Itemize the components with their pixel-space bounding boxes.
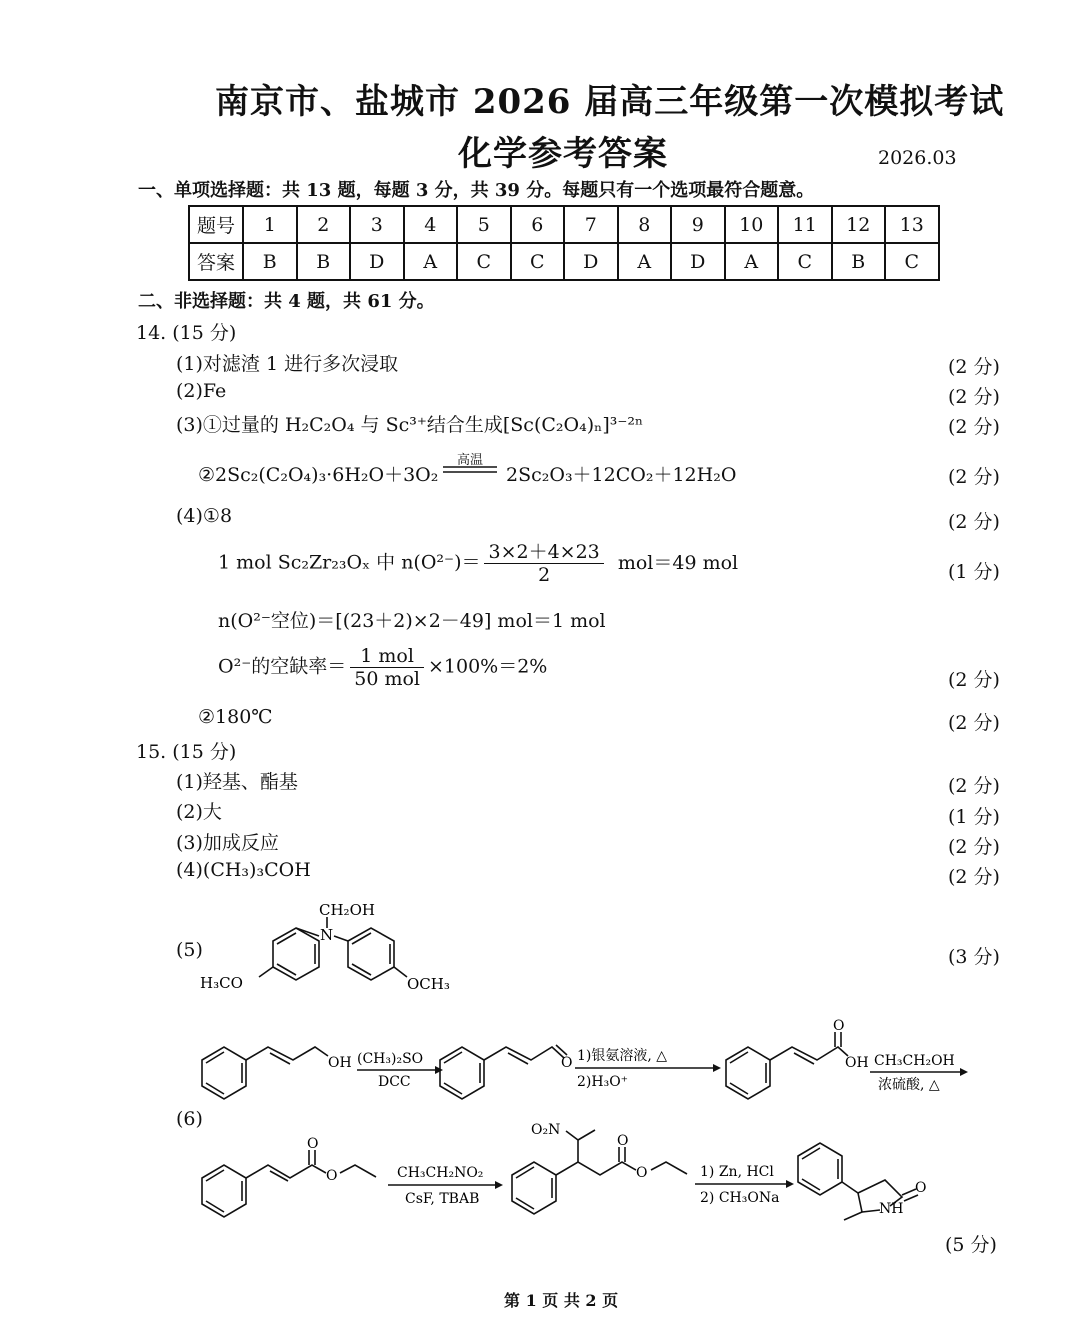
answer-cell: A xyxy=(404,243,458,280)
question-number: 12 xyxy=(832,206,886,243)
q15-answer-3: (3)加成反应 xyxy=(176,832,279,854)
row-label-answer: 答案 xyxy=(189,243,243,280)
q14-heading: 14. (15 分) xyxy=(136,322,237,344)
q14-score-2: (2 分) xyxy=(948,386,1000,408)
r3-reagent-bottom: 浓硫酸, △ xyxy=(878,1077,940,1093)
question-number: 5 xyxy=(457,206,511,243)
q14-answer-4b: ②180℃ xyxy=(198,706,273,728)
q14-equation-left: ②2Sc₂(C₂O₄)₃·6H₂O＋3O₂ xyxy=(198,464,439,486)
q15-score-2: (1 分) xyxy=(948,806,1000,828)
answer-cell: C xyxy=(511,243,565,280)
q15-heading: 15. (15 分) xyxy=(136,741,237,763)
question-number: 8 xyxy=(618,206,672,243)
q15-answer-4: (4)(CH₃)₃COH xyxy=(176,859,311,881)
q14-calc3 xyxy=(218,645,547,690)
bond-lines xyxy=(246,1150,376,1181)
answer-table-number-row xyxy=(189,206,939,243)
r5-reagent-top: 1) Zn, HCl xyxy=(700,1164,774,1180)
question-number: 4 xyxy=(404,206,458,243)
answer-table xyxy=(188,205,940,281)
q15-synthesis-route xyxy=(190,1010,980,1230)
arrow-head-icon xyxy=(713,1064,721,1072)
answer-cell: D xyxy=(671,243,725,280)
och3-label: OCH₃ xyxy=(407,975,450,993)
document-title: 南京市、盐城市 2026 届高三年级第一次模拟考试 xyxy=(215,82,1005,122)
q14-score-4a: (2 分) xyxy=(948,511,1000,533)
document-subtitle: 化学参考答案 xyxy=(458,134,668,174)
fraction xyxy=(350,645,424,690)
q15-score-3: (2 分) xyxy=(948,836,1000,858)
r5-reagent-bottom: 2) CH₃ONa xyxy=(700,1190,780,1206)
arrow-head-icon xyxy=(786,1180,794,1188)
ch2oh-label: CH₂OH xyxy=(319,901,375,919)
question-number: 2 xyxy=(297,206,351,243)
question-number: 6 xyxy=(511,206,565,243)
benzene-ring-icon xyxy=(202,1165,246,1217)
q15-answer-1: (1)羟基、酯基 xyxy=(176,771,298,793)
q14-calc1-left: 1 mol Sc₂Zr₂₃Oₓ 中 n(O²⁻)＝ xyxy=(218,551,481,574)
bond-lines xyxy=(484,1045,567,1064)
r2-reagent-bottom: 2)H₃O⁺ xyxy=(577,1074,629,1090)
fraction-numerator: 1 mol xyxy=(350,645,424,668)
answer-cell: A xyxy=(725,243,779,280)
benzene-ring-icon xyxy=(348,928,394,980)
q14-score-3b: (2 分) xyxy=(948,466,1000,488)
q14-score-4b: (2 分) xyxy=(948,712,1000,734)
q14-equation-right: 2Sc₂O₃＋12CO₂＋12H₂O xyxy=(506,464,737,486)
q14-calc3-left: O²⁻的空缺率＝ xyxy=(218,655,347,678)
r1-aldehyde-o-label: O xyxy=(561,1055,573,1071)
r1-reagent-bottom: DCC xyxy=(378,1074,411,1090)
question-number: 11 xyxy=(778,206,832,243)
r3-reagent-top: CH₃CH₂OH xyxy=(874,1053,955,1069)
fraction-denominator: 2 xyxy=(538,564,551,586)
arrow-head-icon xyxy=(435,1066,443,1074)
fraction xyxy=(484,541,603,586)
q15-part5-structure xyxy=(195,895,475,1000)
r2-carbonyl-o-label: O xyxy=(833,1018,845,1034)
r4-carbonyl-o-label: O xyxy=(307,1136,319,1152)
document-date: 2026.03 xyxy=(878,147,957,169)
q14-answer-4a: (4)①8 xyxy=(176,505,233,527)
answer-cell: C xyxy=(457,243,511,280)
r6-carbonyl-o-label: O xyxy=(915,1180,927,1196)
q14-score-3a: (2 分) xyxy=(948,416,1000,438)
h3co-label: H₃CO xyxy=(200,974,243,992)
q14-score-1: (2 分) xyxy=(948,356,1000,378)
question-number: 3 xyxy=(350,206,404,243)
arrow-head-icon xyxy=(960,1068,968,1076)
q14-answer-3a: (3)①过量的 H₂C₂O₄ 与 Sc³⁺结合生成[Sc(C₂O₄)ₙ]³⁻²ⁿ xyxy=(176,414,644,436)
fraction-denominator: 50 mol xyxy=(354,668,420,690)
question-number: 10 xyxy=(725,206,779,243)
r5-carbonyl-o-label: O xyxy=(617,1133,629,1149)
answer-cell: B xyxy=(243,243,297,280)
r2-reagent-top: 1)银氨溶液, △ xyxy=(577,1048,668,1064)
q15-score-4: (2 分) xyxy=(948,866,1000,888)
nitrogen-label: N xyxy=(320,926,334,944)
r5-nitro-label: O₂N xyxy=(531,1122,561,1138)
r4-reagent-top: CH₃CH₂NO₂ xyxy=(397,1165,484,1181)
q14-calc3-right: ×100%＝2% xyxy=(427,655,548,678)
answer-cell: C xyxy=(778,243,832,280)
r4-reagent-bottom: CsF, TBAB xyxy=(405,1191,480,1207)
arrow-head-icon xyxy=(495,1181,503,1189)
benzene-ring-icon xyxy=(273,928,319,980)
q14-answer-1: (1)对滤渣 1 进行多次浸取 xyxy=(176,353,399,375)
answer-cell: D xyxy=(564,243,618,280)
row-label-number: 题号 xyxy=(189,206,243,243)
question-number: 1 xyxy=(243,206,297,243)
q14-calc3-score: (2 分) xyxy=(948,669,1000,691)
fraction-numerator: 3×2＋4×23 xyxy=(484,541,603,564)
section1-heading: 一、单项选择题：共 13 题，每题 3 分，共 39 分。每题只有一个选项最符合题意。 xyxy=(138,180,815,201)
question-number: 13 xyxy=(885,206,939,243)
answer-table-answer-row xyxy=(189,243,939,280)
answer-cell: D xyxy=(350,243,404,280)
benzene-ring-icon xyxy=(440,1047,484,1099)
answer-cell: B xyxy=(297,243,351,280)
q15-answer-2: (2)大 xyxy=(176,801,222,823)
section2-heading: 二、非选择题：共 4 题，共 61 分。 xyxy=(138,291,435,312)
q14-calc1 xyxy=(218,541,738,586)
benzene-ring-icon xyxy=(726,1047,770,1099)
benzene-ring-icon xyxy=(798,1143,842,1195)
answer-cell: C xyxy=(885,243,939,280)
q14-calc2: n(O²⁻空位)＝[(23＋2)×2－49] mol＝1 mol xyxy=(218,610,606,632)
equals-sign-icon xyxy=(443,465,497,475)
r6-nh-label: NH xyxy=(879,1201,904,1217)
question-number: 9 xyxy=(671,206,725,243)
bond-lines xyxy=(246,1047,328,1064)
benzene-ring-icon xyxy=(512,1162,556,1214)
answer-cell: A xyxy=(618,243,672,280)
r2-oh-label: OH xyxy=(845,1055,869,1071)
r1-reagent-top: (CH₃)₂SO xyxy=(357,1051,424,1067)
r4-ester-o-label: O xyxy=(326,1168,338,1184)
q14-calc1-score: (1 分) xyxy=(948,561,1000,583)
bond-lines xyxy=(770,1032,848,1064)
q14-calc1-right: mol＝49 mol xyxy=(617,551,739,574)
q15-score-6: (5 分) xyxy=(945,1234,997,1256)
q15-part6-label: (6) xyxy=(176,1108,203,1130)
q15-part5-label: (5) xyxy=(176,939,203,961)
q14-equation-condition: 高温 xyxy=(456,453,483,468)
question-number: 7 xyxy=(564,206,618,243)
q15-score-1: (2 分) xyxy=(948,775,1000,797)
page-footer: 第 1 页 共 2 页 xyxy=(504,1291,619,1310)
r1-oh-label: OH xyxy=(328,1055,352,1071)
benzene-ring-icon xyxy=(202,1047,246,1099)
q14-answer-2: (2)Fe xyxy=(176,380,227,402)
r5-ester-o-label: O xyxy=(636,1165,648,1181)
answer-cell: B xyxy=(832,243,886,280)
q15-score-5: (3 分) xyxy=(948,946,1000,968)
